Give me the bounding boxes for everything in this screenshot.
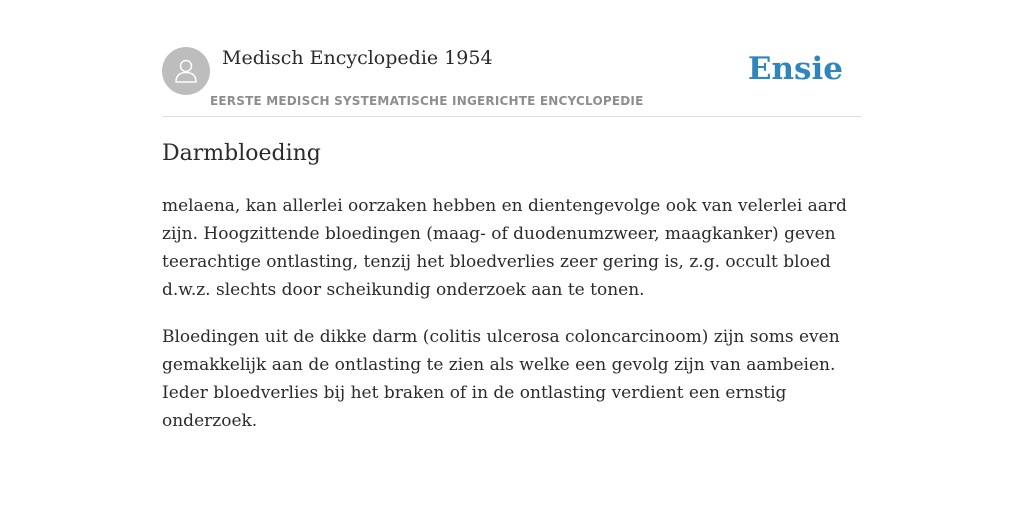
source-header	[162, 0, 862, 117]
content-container	[162, 0, 862, 431]
paragraph-line: gemakkelijk aan de ontlasting te zien als welke een gevolg zijn van aambeien.	[162, 355, 836, 375]
entry-title: Darmbloeding	[162, 141, 321, 166]
user-icon	[172, 57, 200, 85]
source-title[interactable]: Medisch Encyclopedie 1954	[222, 47, 493, 69]
avatar[interactable]	[162, 47, 210, 95]
entry-paragraph	[162, 323, 862, 435]
paragraph-line: teerachtige ontlasting, tenzij het bloedverlies zeer gering is, z.g. occult bloed	[162, 252, 831, 272]
brand-logo-link[interactable]: Ensie	[747, 51, 843, 87]
paragraph-line: Bloedingen uit de dikke darm (colitis ulcerosa coloncarcinoom) zijn soms even	[162, 327, 840, 347]
source-subtitle: EERSTE MEDISCH SYSTEMATISCHE INGERICHTE ENCYCLOPEDIE	[210, 94, 644, 108]
paragraph-line: onderzoek.	[162, 411, 258, 431]
entry-body	[162, 192, 862, 454]
paragraph-line: zijn. Hoogzittende bloedingen (maag- of duodenumzweer, maagkanker) geven	[162, 224, 836, 244]
paragraph-line: melaena, kan allerlei oorzaken hebben en dientengevolge ook van velerlei aard	[162, 196, 847, 216]
paragraph-line: d.w.z. slechts door scheikundig onderzoek aan te tonen.	[162, 280, 645, 300]
entry-paragraph	[162, 192, 862, 304]
paragraph-line: Ieder bloedverlies bij het braken of in de ontlasting verdient een ernstig	[162, 383, 787, 403]
